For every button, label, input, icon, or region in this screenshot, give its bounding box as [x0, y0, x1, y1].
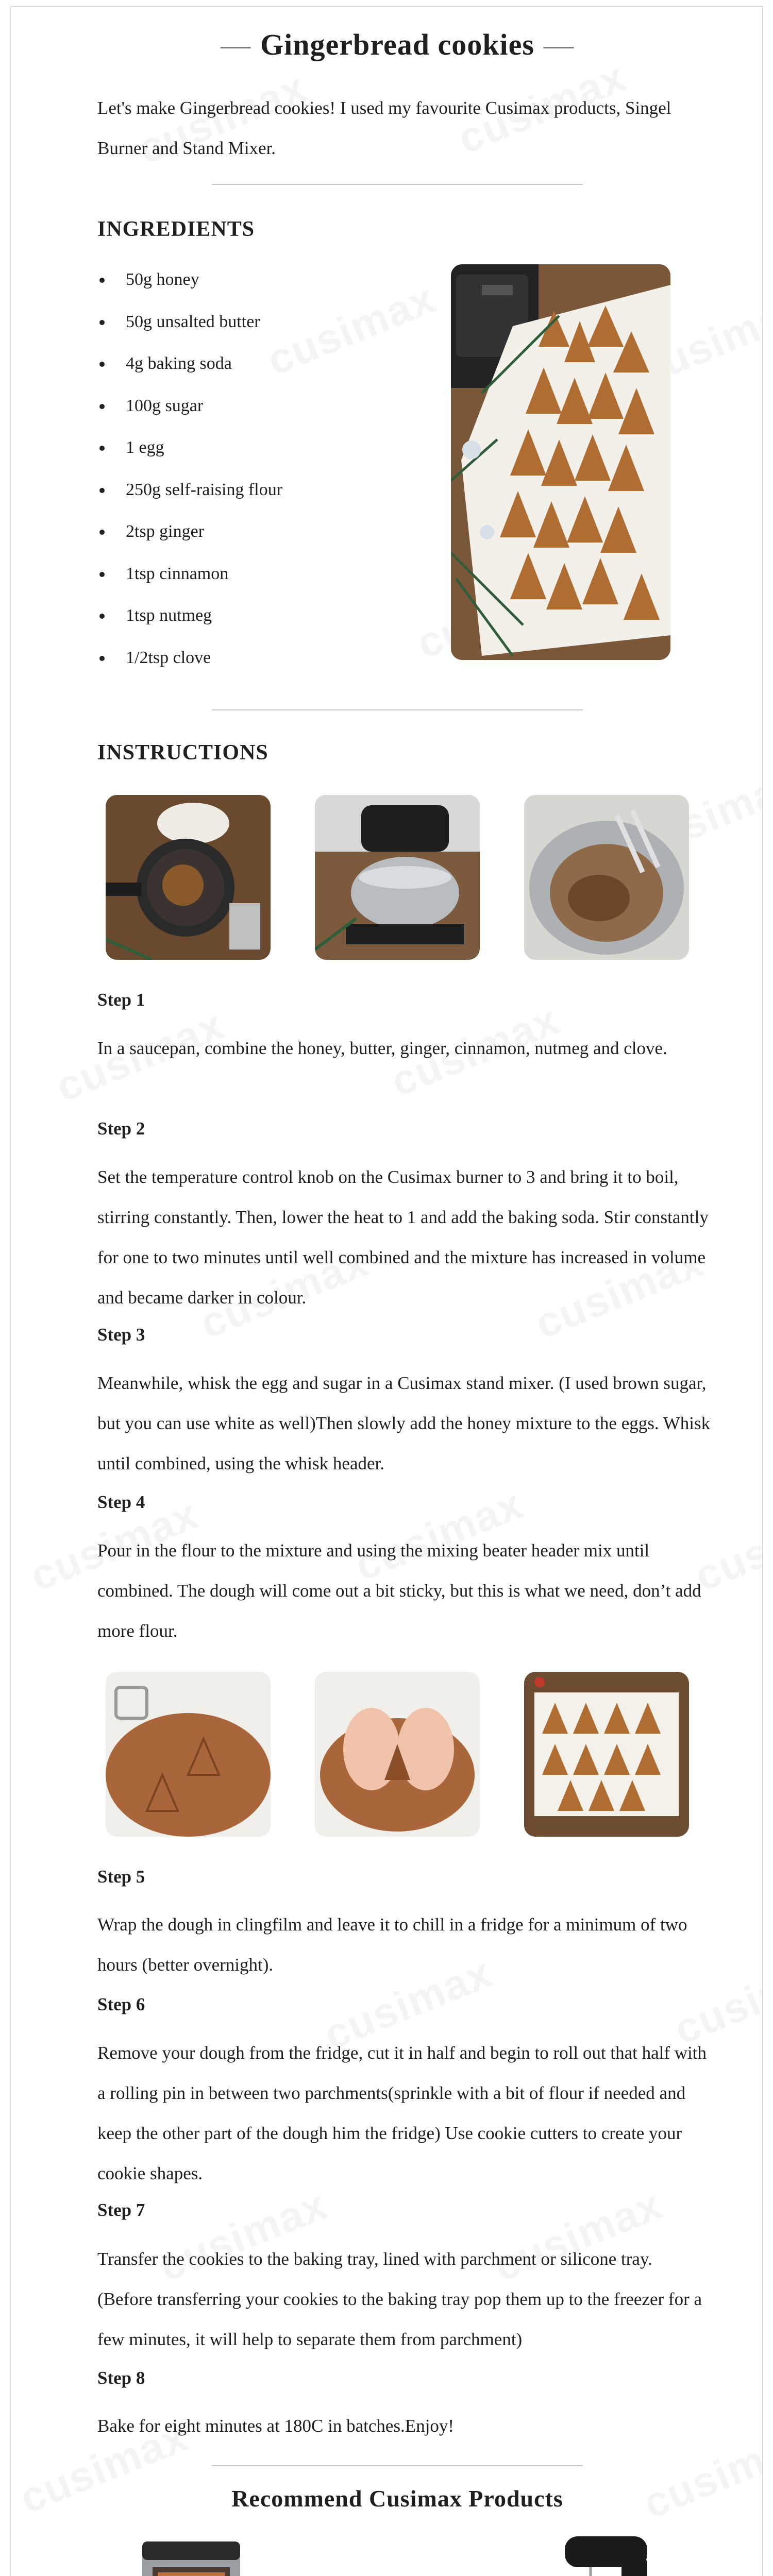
page-frame: [10, 6, 763, 2576]
product-card-mixer[interactable]: [500, 2526, 707, 2576]
oven-image: [88, 2526, 294, 2576]
step-text: Meanwhile, whisk the egg and sugar in a Cusimax stand mixer. (I used brown sugar, but you can use white as well)Then slowly add the honey mixture to the eggs. Whisk until combined, using the whisk header.: [97, 1373, 711, 1473]
ingredients-heading: INGREDIENTS: [97, 217, 255, 241]
ingredient-item: 1tsp cinnamon: [97, 558, 282, 601]
step-text: Wrap the dough in clingfilm and leave it to chill in a fridge for a minimum of two hours (better overnight).: [97, 1914, 687, 1975]
step-text: Set the temperature control knob on the Cusimax burner to 3 and bring it to boil, stirring constantly. Then, lower the heat to 1 and add the baking soda. Stir constantly for one to two minutes until well combined and the mixture has increased in volume and became darker in colour.: [97, 1167, 709, 1308]
divider: [212, 709, 583, 710]
ingredient-item: 4g baking soda: [97, 348, 282, 391]
step-label: Step 8: [97, 2368, 145, 2388]
watermark: [261, 274, 442, 385]
saucepan-photo: [106, 795, 271, 960]
mixing-bowl-photo: [524, 795, 689, 960]
intro-text: Let's make Gingerbread cookies! I used my favourite Cusimax products, Singel Burner and Stand Mixer.: [97, 98, 671, 158]
ingredient-item: 50g unsalted butter: [97, 307, 282, 349]
mixer-image: [500, 2526, 707, 2576]
step-label: Step 5: [97, 1867, 145, 1887]
ingredient-item: 1 egg: [97, 432, 282, 474]
step-label: Step 3: [97, 1325, 145, 1345]
page-title-text: Gingerbread cookies: [260, 28, 534, 61]
ingredient-item: 50g honey: [97, 264, 282, 307]
step-text: Remove your dough from the fridge, cut it in half and begin to roll out that half with a rolling pin in between two parchments(sprinkle with a bit of flour if needed and keep the other part of the dough him the fridge) Use cookie cutters to create your cookie shapes.: [97, 2043, 707, 2183]
step-text: Pour in the flour to the mixture and using the mixing beater header mix until combined. The dough will come out a bit sticky, but this is what we need, don’t add more flour.: [97, 1540, 701, 1641]
cutting-dough-photo: [315, 1672, 480, 1837]
cookies-on-tray-photo: [524, 1672, 689, 1837]
step-label: Step 6: [97, 1994, 145, 2014]
page-title: — Gingerbread cookies —: [221, 28, 574, 61]
gingerbread-plate-photo: [451, 264, 670, 660]
step-label: Step 7: [97, 2200, 145, 2220]
ingredient-item: 1tsp nutmeg: [97, 600, 282, 642]
ingredient-item: 2tsp ginger: [97, 516, 282, 558]
ingredient-item: 250g self-raising flour: [97, 474, 282, 517]
instructions-heading: INSTRUCTIONS: [97, 741, 268, 765]
ingredient-item: 1/2tsp clove: [97, 642, 282, 685]
products-heading: Recommend Cusimax Products: [231, 2485, 563, 2512]
rolled-dough-photo: [106, 1672, 271, 1837]
ingredient-item: 100g sugar: [97, 391, 282, 433]
step-text: Bake for eight minutes at 180C in batches.Enjoy!: [97, 2416, 455, 2436]
step-label: Step 2: [97, 1118, 145, 1139]
stand-mixer-photo: [315, 795, 480, 960]
product-card-burner[interactable]: [294, 2526, 500, 2576]
divider: [212, 184, 583, 185]
step-label: Step 4: [97, 1492, 145, 1512]
step-text: Transfer the cookies to the baking tray, lined with parchment or silicone tray. (Before transferring your cookies to the baking tray pop them up to the freezer for a few minutes, it will help to separate them from parchment): [97, 2249, 702, 2349]
divider: [212, 2465, 583, 2466]
step-text: In a saucepan, combine the honey, butter, ginger, cinnamon, nutmeg and clove.: [97, 1038, 667, 1058]
ingredients-list: [97, 264, 282, 684]
burner-image: [294, 2526, 500, 2576]
product-card-oven[interactable]: [88, 2526, 294, 2576]
step-label: Step 1: [97, 990, 145, 1010]
